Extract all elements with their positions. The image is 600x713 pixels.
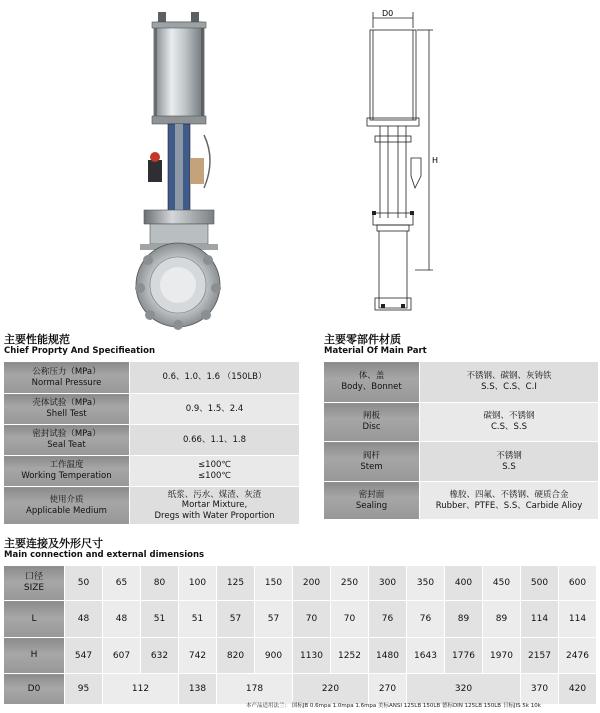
h-dimension-label: H <box>432 156 439 165</box>
property-value-line: 纸浆、污水、煤渣、灰渣 <box>167 489 262 500</box>
table-row <box>4 425 300 456</box>
table-cell: 1643 <box>407 638 445 674</box>
material-key-cn: 阀杆 <box>362 450 380 461</box>
size-header-en: SIZE <box>23 583 45 593</box>
material-value-en: Rubber、PTFE、S.S、Carbide Alioy <box>435 500 583 511</box>
property-key-cn: 使用介质 <box>49 494 84 505</box>
property-key-cn: 公称压力（MPa） <box>32 366 101 377</box>
material-value-cn: 不锈钢 <box>496 450 522 461</box>
table-cell: 70 <box>331 601 369 638</box>
property-value <box>130 487 300 525</box>
table-row <box>324 482 599 520</box>
table-cell: 220 <box>293 674 369 705</box>
table-cell: 320 <box>407 674 521 705</box>
chief-property-title-cn: 主要性能规范 <box>4 333 70 346</box>
table-cell: 370 <box>521 674 559 705</box>
property-key <box>4 362 130 394</box>
table-cell: 600 <box>559 566 597 601</box>
table-cell: 125 <box>217 566 255 601</box>
property-value: 0.9、1.5、2.4 <box>130 394 300 425</box>
table-cell: 1480 <box>369 638 407 674</box>
material-key-en: Disc <box>362 422 381 432</box>
material-value <box>420 403 599 442</box>
dims-title-en: Main connection and external dimensions <box>4 550 205 560</box>
table-cell: 1130 <box>293 638 331 674</box>
property-key-en: Normal Pressure <box>31 377 102 388</box>
property-value-line: ≤100℃ <box>198 471 231 481</box>
table-cell: 2157 <box>521 638 559 674</box>
table-cell: 420 <box>559 674 597 705</box>
table-cell: 350 <box>407 566 445 601</box>
table-cell: 76 <box>407 601 445 638</box>
table-cell: 100 <box>179 566 217 601</box>
table-row <box>324 403 599 442</box>
material-key-en: Sealing <box>355 500 388 511</box>
table-row <box>4 487 300 525</box>
table-cell: 51 <box>141 601 179 638</box>
table-cell: 1970 <box>483 638 521 674</box>
material-key <box>324 442 420 482</box>
table-row <box>4 394 300 425</box>
material-value <box>420 362 599 403</box>
property-key-cn: 密封试验（MPa） <box>32 429 101 440</box>
l-header: L <box>4 601 65 638</box>
material-table <box>323 361 599 520</box>
table-cell: 80 <box>141 566 179 601</box>
material-value-cn: 不锈钢、碳钢、灰铸铁 <box>466 371 552 382</box>
material-value-en: S.S <box>502 461 516 472</box>
material-title-en: Material Of Main Part <box>324 346 427 356</box>
dimensions-table <box>3 565 597 705</box>
property-key-en: Applicable Medium <box>26 505 107 516</box>
property-key-cn: 壳体试验（MPa） <box>32 398 101 409</box>
material-value-cn: 橡胶、四氟、不锈钢、硬质合金 <box>449 489 569 500</box>
property-value-line: ≤100℃ <box>198 460 231 471</box>
property-value: 0.66、1.1、1.8 <box>130 425 300 456</box>
material-value-en: S.S、C.S、C.I <box>481 382 537 392</box>
table-cell: 57 <box>217 601 255 638</box>
property-value <box>130 456 300 487</box>
property-key <box>4 456 130 487</box>
valve-photo <box>118 10 238 332</box>
d0-dimension-label: D0 <box>382 9 394 18</box>
table-row <box>324 442 599 482</box>
table-cell: 632 <box>141 638 179 674</box>
material-key-cn: 闸板 <box>362 411 380 422</box>
property-value: 0.6、1.0、1.6 （150LB） <box>130 362 300 394</box>
property-key <box>4 394 130 425</box>
table-cell: 51 <box>179 601 217 638</box>
table-row <box>4 456 300 487</box>
property-value-line: Mortar Mixture, <box>181 500 248 511</box>
table-row <box>4 362 300 394</box>
property-key-en: Working Temperation <box>21 471 112 481</box>
table-cell: 607 <box>103 638 141 674</box>
property-key-en: Shell Test <box>46 409 87 419</box>
table-cell: 112 <box>103 674 179 705</box>
property-key <box>4 487 130 525</box>
size-header <box>4 566 65 601</box>
table-cell: 820 <box>217 638 255 674</box>
table-cell: 70 <box>293 601 331 638</box>
table-row <box>4 638 597 674</box>
table-row <box>4 601 597 638</box>
material-key <box>324 362 420 403</box>
h-header: H <box>4 638 65 674</box>
material-key <box>324 482 420 520</box>
material-value <box>420 442 599 482</box>
table-cell: 76 <box>369 601 407 638</box>
table-cell: 138 <box>179 674 217 705</box>
size-header-cn: 口径 <box>24 572 43 583</box>
table-cell: 250 <box>331 566 369 601</box>
table-cell: 400 <box>445 566 483 601</box>
table-row <box>4 674 597 705</box>
chief-property-title-en: Chief Proprty And Specifieation <box>4 346 155 356</box>
table-cell: 1252 <box>331 638 369 674</box>
table-cell: 89 <box>483 601 521 638</box>
table-cell: 270 <box>369 674 407 705</box>
table-cell: 95 <box>65 674 103 705</box>
table-cell: 1776 <box>445 638 483 674</box>
table-cell: 547 <box>65 638 103 674</box>
property-value-line: Dregs with Water Proportion <box>154 510 275 521</box>
material-key <box>324 403 420 442</box>
material-key-en: Stem <box>360 461 383 472</box>
table-cell: 200 <box>293 566 331 601</box>
material-value <box>420 482 599 520</box>
table-cell: 57 <box>255 601 293 638</box>
valve-drawing <box>355 8 465 333</box>
table-cell: 742 <box>179 638 217 674</box>
table-cell: 2476 <box>559 638 597 674</box>
material-key-cn: 密封面 <box>358 489 385 500</box>
table-cell: 65 <box>103 566 141 601</box>
material-title-cn: 主要零部件材质 <box>324 333 401 346</box>
dims-title-cn: 主要连接及外形尺寸 <box>4 537 103 550</box>
table-row <box>324 362 599 403</box>
property-table <box>3 361 300 525</box>
table-cell: 114 <box>521 601 559 638</box>
table-cell: 48 <box>103 601 141 638</box>
property-key-en: Seal Teat <box>47 440 86 450</box>
table-cell: 500 <box>521 566 559 601</box>
table-cell: 50 <box>65 566 103 601</box>
property-key-cn: 工作温度 <box>49 460 84 471</box>
flange-footnote: 本产品适用法兰： 国标JB 0.6mpa 1.0mpa 1.6mpa 美标ANSI 125LB 150LB 德标DIN 125LB 150LB 日标JIS 5k 10k <box>246 703 541 709</box>
property-key <box>4 425 130 456</box>
table-cell: 900 <box>255 638 293 674</box>
material-key-en: Body、Bonnet <box>341 382 402 392</box>
table-row <box>4 566 597 601</box>
material-value-cn: 碳钢、不锈钢 <box>483 411 535 422</box>
table-cell: 300 <box>369 566 407 601</box>
table-cell: 114 <box>559 601 597 638</box>
table-cell: 48 <box>65 601 103 638</box>
d0-header: D0 <box>4 674 65 705</box>
table-cell: 89 <box>445 601 483 638</box>
table-cell: 178 <box>217 674 293 705</box>
material-value-en: C.S、S.S <box>490 422 528 432</box>
table-cell: 450 <box>483 566 521 601</box>
material-key-cn: 体、盖 <box>358 371 385 382</box>
table-cell: 150 <box>255 566 293 601</box>
